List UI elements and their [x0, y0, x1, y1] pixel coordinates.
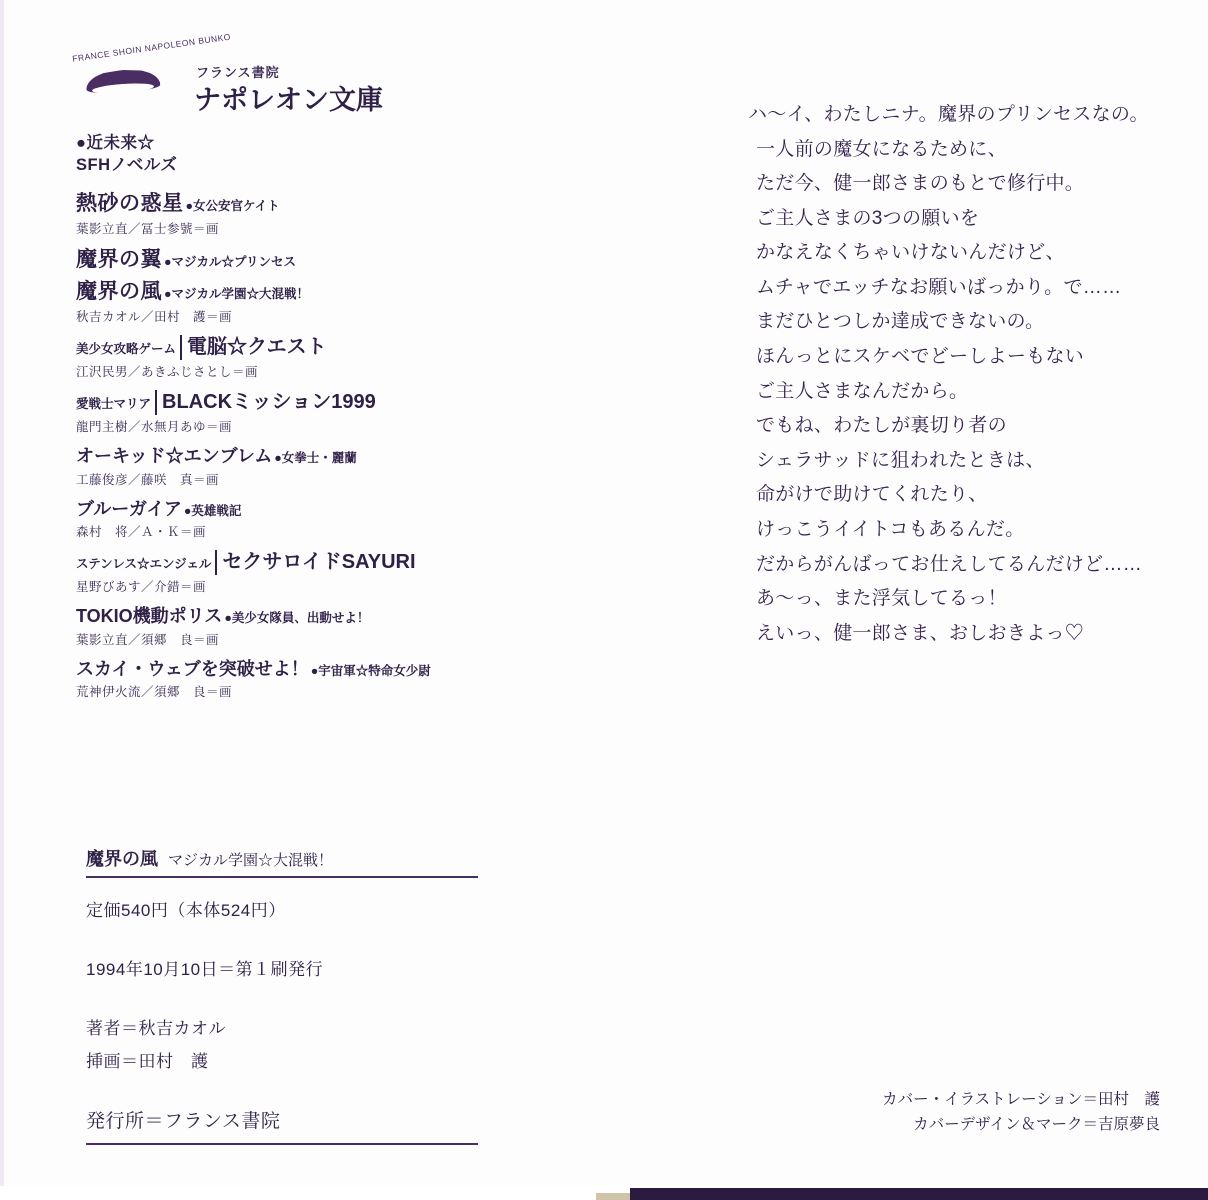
list-item: [76, 191, 496, 237]
book-credits: 江沢民男／あきふじさとし＝画: [76, 365, 259, 380]
list-item: [76, 390, 496, 435]
book-credits: 龍門主樹／水無月あゆ＝画: [76, 420, 233, 435]
book-title-row: [76, 191, 496, 217]
colophon-publisher: 発行所＝フランス書院: [86, 1111, 281, 1132]
colophon-illustrator: 挿画＝田村 護: [86, 1052, 209, 1071]
book-credits: 秋吉カオル／田村 護＝画: [76, 310, 233, 325]
publisher-logo: [71, 31, 383, 115]
cover-illustration-credit: カバー・イラストレーション＝田村 護: [882, 1091, 1160, 1109]
list-item: [76, 445, 496, 488]
blurb-line: だからがんばってお仕えしてるんだけど……: [756, 553, 1143, 575]
blurb-line: ご主人さまなんだから。: [756, 380, 969, 402]
book-credits: 工藤俊彦／藤咲 真＝画: [76, 472, 220, 487]
list-item: [76, 658, 496, 701]
blurb-line: あ〜っ、また浮気してるっ！: [756, 588, 1007, 610]
blurb-line: ご主人さまの3つの願いを: [756, 207, 980, 229]
book-title-sub: ●マジカル☆プリンセス: [164, 254, 297, 269]
book-credits: 葉影立直／須郷 良＝画: [76, 632, 220, 647]
blurb-line: まだひとつしか達成できないの。: [756, 311, 1045, 333]
book-title-main: 魔界の翼: [76, 247, 162, 271]
blurb-line: けっこうイイトコもあるんだ。: [756, 518, 1025, 540]
blurb-line: かなえなくちゃいけないんだけど、: [756, 242, 1065, 264]
book-title-sub: ●英雄戦記: [183, 503, 242, 518]
book-title-sub: ●マジカル学園☆大混戦！: [164, 287, 310, 302]
list-item: [76, 498, 496, 541]
colophon-title-sub: マジカル学園☆大混戦！: [168, 852, 334, 869]
series-header-line-1: ●近未来☆: [76, 134, 155, 152]
book-credits: 葉影立直／冨士参號＝画: [76, 221, 220, 236]
book-title-main: TOKIO機動ポリス: [76, 606, 223, 627]
book-title-main: セクサロイドSAYURI: [215, 550, 415, 575]
list-item: [76, 247, 496, 273]
list-item: [76, 335, 496, 380]
book-title-main: スカイ・ウェブを突破せよ！: [76, 658, 309, 679]
blurb-line: ほんっとにスケベでどーしよーもない: [756, 346, 1085, 368]
page-bottom-dark-strip: [630, 1188, 1208, 1200]
colophon-author: 著者＝秋吉カオル: [86, 1019, 226, 1038]
book-credits: 星野びあす／介錯＝画: [76, 580, 207, 595]
colophon-divider-top: [86, 876, 478, 878]
book-title-main: 電脳☆クエスト: [180, 335, 327, 360]
book-title-main: 魔界の風: [76, 280, 162, 304]
publisher-sub-name: フランス書院: [196, 65, 280, 80]
napoleon-hat-icon: [86, 62, 160, 92]
book-title-sub: ●女拳士・麗蘭: [274, 451, 357, 466]
blurb-line: えいっ、健一郎さま、おしおきよっ♡: [756, 622, 1085, 644]
cover-credits: [882, 1088, 1160, 1138]
list-item: [76, 279, 496, 325]
cover-design-credit: カバーデザイン＆マーク＝吉原夢良: [913, 1116, 1160, 1134]
publisher-main-name: ナポレオン文庫: [194, 85, 383, 115]
book-title-row: [76, 390, 496, 415]
book-title-prefix: 愛戦士マリア: [76, 397, 152, 412]
blurb-line: シェラサッドに狙われたときは、: [756, 449, 1045, 471]
book-title-row: [76, 247, 496, 273]
back-cover-blurb: [748, 98, 1178, 651]
list-item: [76, 550, 496, 595]
book-title-sub: ●女公安官ケイト: [185, 198, 280, 213]
series-header: [76, 132, 496, 177]
book-title-prefix: 美少女攻略ゲーム: [76, 342, 177, 357]
book-title-sub: ●宇宙軍☆特命女少尉: [310, 663, 431, 678]
blurb-line: ムチャでエッチなお願いばっかり。で……: [756, 276, 1122, 298]
book-title-row: [76, 279, 496, 305]
blurb-line: ただ今、健一郎さまのもとで修行中。: [756, 173, 1085, 195]
series-header-line-2: SFHノベルズ: [76, 156, 178, 175]
blurb-line: でもね、わたしが裏切り者の: [756, 415, 1007, 437]
blurb-line: ハ〜イ、わたしニナ。魔界のプリンセスなの。: [748, 104, 1149, 125]
list-item: [76, 605, 496, 648]
colophon-title-row: [86, 845, 478, 876]
colophon-publication-date: 1994年10月10日＝第１刷発行: [86, 960, 324, 979]
book-title-row: [76, 445, 496, 468]
colophon: [86, 845, 478, 1145]
book-title-main: ブルーガイア: [76, 498, 182, 519]
book-title-row: [76, 498, 496, 521]
book-title-main: オーキッド☆エンブレム: [76, 446, 273, 467]
colophon-title-main: 魔界の風: [86, 849, 158, 869]
logo-arc-text: FRANCE SHOIN NAPOLEON BUNKO: [71, 31, 232, 64]
book-title-row: [76, 605, 496, 628]
book-title-sub: ●美少女隊員、出動せよ！: [224, 611, 370, 626]
colophon-price: 定価540円（本体524円）: [86, 901, 286, 920]
page-bottom-nub: [596, 1193, 630, 1200]
page-left-edge: [0, 0, 4, 1200]
colophon-divider-bottom: [86, 1143, 478, 1145]
book-credits: 荒神伊火流／須郷 良＝画: [76, 685, 233, 700]
blurb-line: 一人前の魔女になるために、: [756, 138, 1007, 160]
book-title-row: [76, 335, 496, 360]
book-title-row: [76, 658, 496, 681]
book-title-main: BLACKミッション1999: [155, 390, 376, 415]
book-title-main: 熱砂の惑星: [76, 191, 184, 215]
book-credits: 森村 将／Ａ・Ｋ＝画: [76, 525, 207, 540]
catalogue-list: [76, 132, 496, 710]
book-title-prefix: ステンレス☆エンジェル: [76, 557, 212, 572]
blurb-line: 命がけで助けてくれたり、: [756, 484, 988, 506]
book-title-row: [76, 550, 496, 575]
